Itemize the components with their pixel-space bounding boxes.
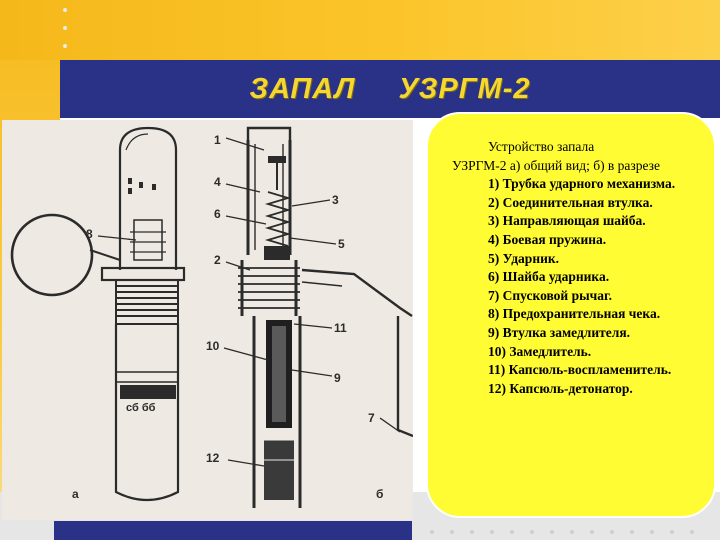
callout-10: 10: [206, 339, 220, 353]
callout-2: 2: [214, 253, 221, 267]
list-item: 2) Соединительная втулка.: [488, 194, 653, 210]
list-item: 3) Направляющая шайба.: [488, 213, 646, 229]
bottom-accent-bar: [54, 521, 412, 540]
detonator-cap: [264, 440, 294, 500]
callout-8: 8: [86, 227, 93, 241]
description-box: [426, 112, 716, 518]
callout-1: 1: [214, 133, 221, 147]
list-item: 10) Замедлитель.: [488, 343, 592, 359]
list-item: 9) Втулка замедлителя.: [488, 324, 631, 340]
title-bar: [60, 60, 720, 118]
list-item: 1) Трубка ударного механизма.: [488, 176, 676, 192]
callout-4: 4: [214, 175, 221, 189]
caption-b: б: [376, 487, 384, 501]
callout-7: 7: [368, 411, 375, 425]
top-accent-band: [0, 0, 720, 60]
slide-title: ЗАПАЛ УЗРГМ-2: [249, 72, 531, 105]
list-item: 5) Ударник.: [488, 250, 560, 266]
decor-dots-vertical: [63, 8, 67, 62]
list-item: 11) Капсюль-воспламенитель.: [488, 362, 672, 378]
description-subheading: УЗРГМ-2 а) общий вид; б) в разрезе: [452, 157, 660, 173]
list-item: 7) Спусковой рычаг.: [488, 287, 612, 303]
list-item: 6) Шайба ударника.: [488, 269, 610, 285]
release-lever: [302, 270, 413, 436]
list-item: 8) Предохранительная чека.: [488, 306, 661, 322]
list-item: 4) Боевая пружина.: [488, 231, 607, 247]
callout-5: 5: [338, 237, 345, 251]
fuze-diagram-drawing: [2, 120, 413, 520]
callout-12: 12: [206, 451, 220, 465]
callout-9: 9: [334, 371, 341, 385]
caption-a: а: [72, 487, 79, 501]
list-item: 12) Капсюль-детонатор.: [488, 380, 633, 396]
main-spring: [268, 192, 288, 246]
lever-band: [102, 268, 184, 280]
fuze-diagram: [2, 120, 413, 520]
callout-11: 11: [334, 321, 347, 335]
callout-6: 6: [214, 207, 221, 221]
striker-tube-outline: [120, 128, 176, 270]
body-marking: сб бб: [126, 402, 156, 414]
decor-dots-horizontal: [430, 530, 710, 534]
description-heading: Устройство запала: [488, 139, 595, 154]
safety-ring: [12, 215, 92, 295]
callout-3: 3: [332, 193, 339, 207]
